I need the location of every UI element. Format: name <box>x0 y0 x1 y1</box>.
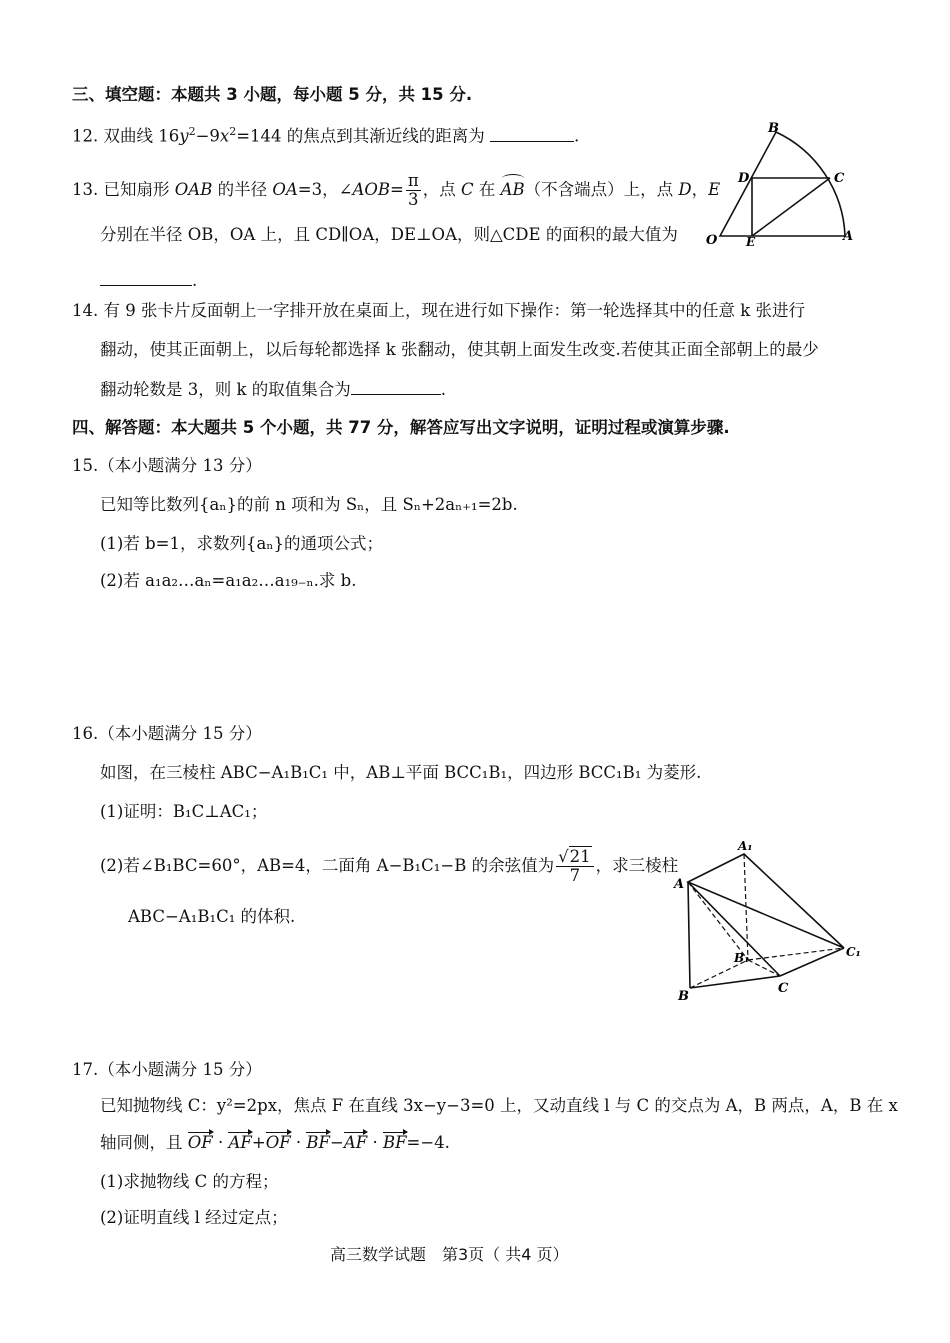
vector-of: OF <box>265 1133 291 1152</box>
label-b: B <box>768 121 779 136</box>
question-17-header: 17.（本小题满分 15 分） <box>72 1060 262 1079</box>
vector-bf: BF <box>306 1133 330 1152</box>
question-13-line-1: 13. 已知扇形 OAB 的半径 OA=3，∠AOB= $\frac{\pi}{3}$ ，点 C 在 AB（不含端点）上，点 D，E <box>72 171 721 209</box>
label-c: C <box>778 981 789 996</box>
answer-blank[interactable] <box>490 127 574 142</box>
vector-of: OF <box>187 1133 213 1152</box>
section-title-fill-in: 三、填空题：本题共 3 小题，每小题 5 分，共 15 分. <box>72 85 473 104</box>
question-13-line-2: 分别在半径 OB，OA 上，且 CD∥OA，DE⊥OA，则△CDE 的面积的最大值为 <box>100 225 678 244</box>
question-14-line-1: 14. 有 9 张卡片反面朝上一字排开放在桌面上，现在进行如下操作：第一轮选择其中的任意 k 张进行 <box>72 301 805 320</box>
question-13-line-3: . <box>100 270 197 292</box>
label-e: E <box>746 235 756 248</box>
fraction-sqrt21-over-7: $\frac{√21}{7}$ <box>556 848 594 885</box>
page-footer: 高三数学试题 第3页（ 共4 页） <box>330 1245 569 1264</box>
prism-figure <box>668 836 868 1006</box>
question-16-part-2-cont: ABC−A₁B₁C₁ 的体积. <box>128 907 296 926</box>
arc-ab: AB <box>500 180 525 199</box>
label-a: A <box>843 229 854 244</box>
label-c: C <box>834 171 845 186</box>
vector-af: AF <box>228 1133 252 1152</box>
question-15-stem: 已知等比数列{aₙ}的前 n 项和为 Sₙ，且 Sₙ+2aₙ₊₁=2b. <box>100 495 518 514</box>
question-12: 12. 双曲线 $16y^2-9x^2=144$ 的焦点到其渐近线的距离为 . <box>72 125 580 146</box>
label-a1: A₁ <box>738 839 753 853</box>
question-15-header: 15.（本小题满分 13 分） <box>72 456 262 475</box>
question-16-stem: 如图，在三棱柱 ABC−A₁B₁C₁ 中，AB⊥平面 BCC₁B₁，四边形 BCC₁B₁ 为菱形. <box>100 763 702 782</box>
question-16-header: 16.（本小题满分 15 分） <box>72 724 262 743</box>
question-14-line-2: 翻动，使其正面朝上，以后每轮都选择 k 张翻动，使其朝上面发生改变.若使其正面全部朝上的最少 <box>100 340 819 359</box>
answer-blank[interactable] <box>100 271 192 286</box>
question-15-part-1: (1)若 b=1，求数列{aₙ}的通项公式； <box>100 534 383 553</box>
question-number: 14. <box>72 301 99 320</box>
fraction-pi-over-3: $\frac{\pi}{3}$ <box>407 171 419 209</box>
label-o: O <box>706 233 718 248</box>
label-b: B <box>678 989 689 1004</box>
question-16-part-2: (2)若∠B₁BC=60°，AB=4，二面角 A−B₁C₁−B 的余弦值为 $\frac{√21}{7}$ ，求三棱柱 <box>100 847 679 885</box>
question-15-part-2: (2)若 a₁a₂…aₙ=a₁a₂…a₁₉₋ₙ.求 b. <box>100 571 357 590</box>
question-17-part-1: (1)求抛物线 C 的方程； <box>100 1172 279 1191</box>
sector-figure <box>700 118 865 248</box>
question-17-stem-cont: 轴同侧，且 OF · AF+OF · BF−AF · BF=−4. <box>100 1133 450 1152</box>
vector-af: AF <box>343 1133 368 1152</box>
label-a: A <box>674 877 685 892</box>
question-17-stem: 已知抛物线 C：y²=2px，焦点 F 在直线 3x−y−3=0 上，又动直线 l 与 C 的交点为 A，B 两点，A，B 在 x <box>100 1096 898 1115</box>
question-number: 13. <box>72 180 99 199</box>
question-17-part-2: (2)证明直线 l 经过定点； <box>100 1208 288 1227</box>
question-16-part-1: (1)证明：B₁C⊥AC₁； <box>100 802 268 821</box>
question-number: 12. <box>72 126 99 146</box>
label-d: D <box>738 171 750 186</box>
section-title-answer: 四、解答题：本大题共 5 个小题，共 77 分，解答应写出文字说明，证明过程或演算步骤. <box>72 418 730 437</box>
vector-bf: BF <box>382 1133 407 1152</box>
question-14-line-3: 翻动轮数是 3，则 k 的取值集合为 . <box>100 380 446 399</box>
label-b1: B₁ <box>734 951 750 965</box>
label-c1: C₁ <box>846 945 861 959</box>
answer-blank[interactable] <box>351 380 441 395</box>
